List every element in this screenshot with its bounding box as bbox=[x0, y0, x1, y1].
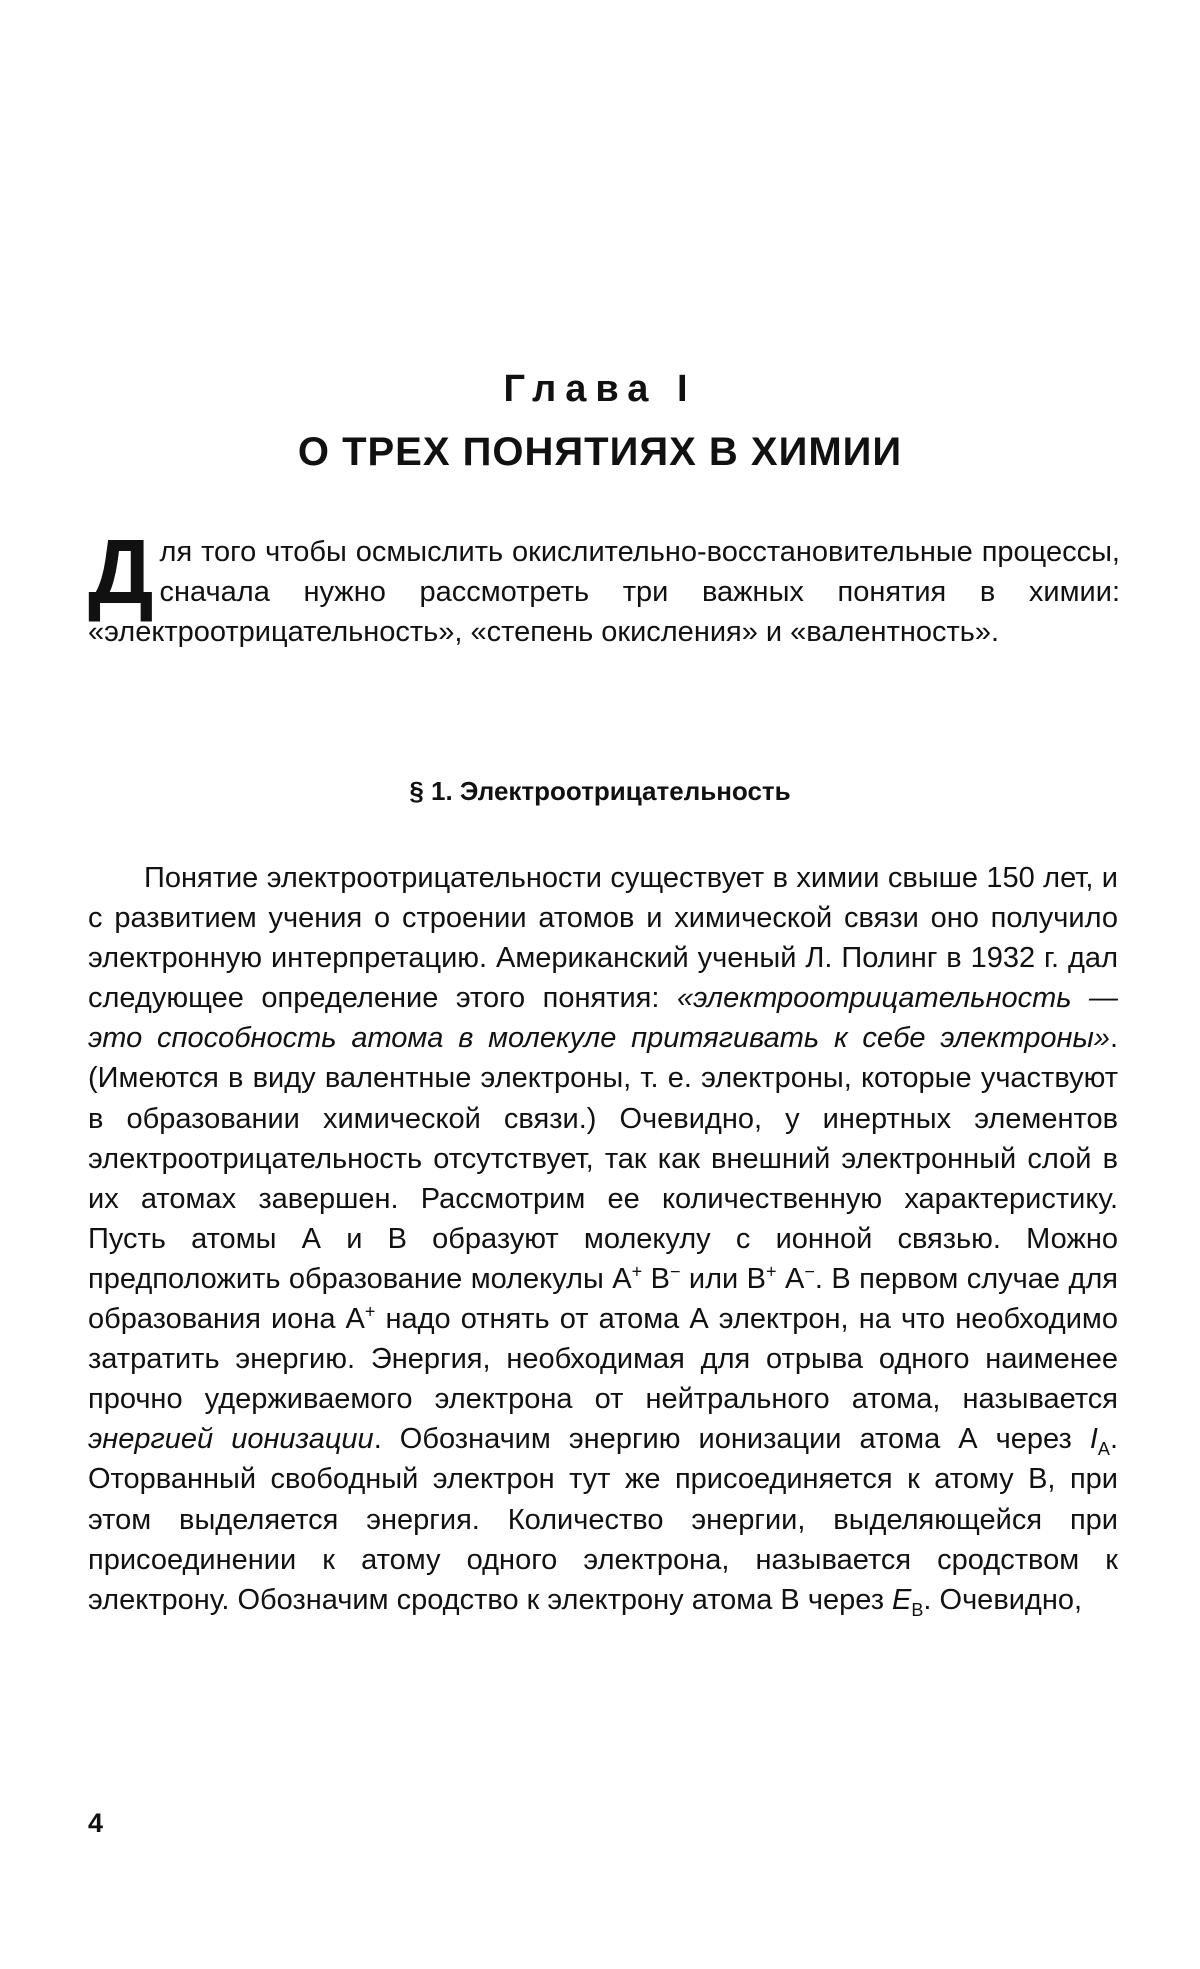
superscript-plus: + bbox=[766, 1261, 777, 1282]
superscript-plus: + bbox=[364, 1301, 376, 1322]
chapter-label: Глава I bbox=[503, 368, 697, 410]
superscript-minus: − bbox=[669, 1261, 681, 1282]
text-run: . В первом случае для образования иона А bbox=[88, 1262, 1119, 1336]
body-paragraph bbox=[88, 858, 1118, 1620]
text-run: . (Имеются в виду валентные электроны, т. е. электроны, которые участвуют в образовании химической связи.) Очевидно, у инертных элементов электроотрицательность отсутствует, так как внешний электронный слой в их атомах завершен. Рассмотрим ее количественную характеристику. Пусть атомы А и В образуют молекулу с ионной связью. Можно предположить образование молекулы А bbox=[88, 1022, 1118, 1295]
text-run: Понятие электроотрицательности существует в химии свыше 150 лет, и с развитием учения о строении атомов и химической связи оно получило электронную интерпретацию. Американский ученый Л. Полинг в 1932 г. дал следующее определение этого понятия: bbox=[88, 862, 1118, 1015]
text-run: или В bbox=[680, 1262, 767, 1295]
page-number: 4 bbox=[88, 1808, 104, 1838]
text-run: . Очевидно, bbox=[923, 1583, 1083, 1616]
intro-text: ля того чтобы осмыслить окислительно-восстановительные процессы, сначала нужно рассмотреть три важных понятия в химии: «электроотрицательность», «степень окисления» и «валентность». bbox=[88, 536, 1120, 648]
text-run: надо отнять от атома А электрон, на что необходимо затратить энергию. Энергия, необходимая для отрыва одного наименее прочно удерживаемого электрона от нейтрального атома, называется bbox=[88, 1303, 1118, 1416]
text-run: . Оторванный свободный электрон тут же присоединяется к атому В, при этом выделяется энергия. Количество энергии, выделяющейся при присоединении к атому одного электрона, называется сродством к электрону. Обозначим сродство к электрону атома В через bbox=[88, 1423, 1118, 1616]
text-run: . Обозначим энергию ионизации атома А через bbox=[373, 1423, 1090, 1456]
drop-cap: Д bbox=[88, 521, 154, 623]
definition-quote: «электроотрицательность — это способность атома в молекуле притягивать к себе электроны» bbox=[88, 982, 1118, 1055]
intro-paragraph bbox=[88, 521, 1120, 652]
superscript-minus: − bbox=[804, 1261, 815, 1282]
paragraph bbox=[88, 858, 1118, 1620]
subscript-a: A bbox=[1097, 1439, 1110, 1460]
subscript-b: B bbox=[911, 1599, 924, 1620]
text-run: В bbox=[642, 1262, 670, 1295]
symbol-eb: E bbox=[892, 1583, 912, 1616]
term-ionization-energy: энергией ионизации bbox=[88, 1423, 374, 1456]
text-run: А bbox=[776, 1262, 805, 1295]
superscript-plus: + bbox=[631, 1261, 643, 1282]
symbol-ia: I bbox=[1089, 1423, 1098, 1456]
chapter-title: О ТРЕХ ПОНЯТИЯХ В ХИМИИ bbox=[297, 430, 903, 474]
section-title: § 1. Электроотрицательность bbox=[409, 776, 791, 806]
